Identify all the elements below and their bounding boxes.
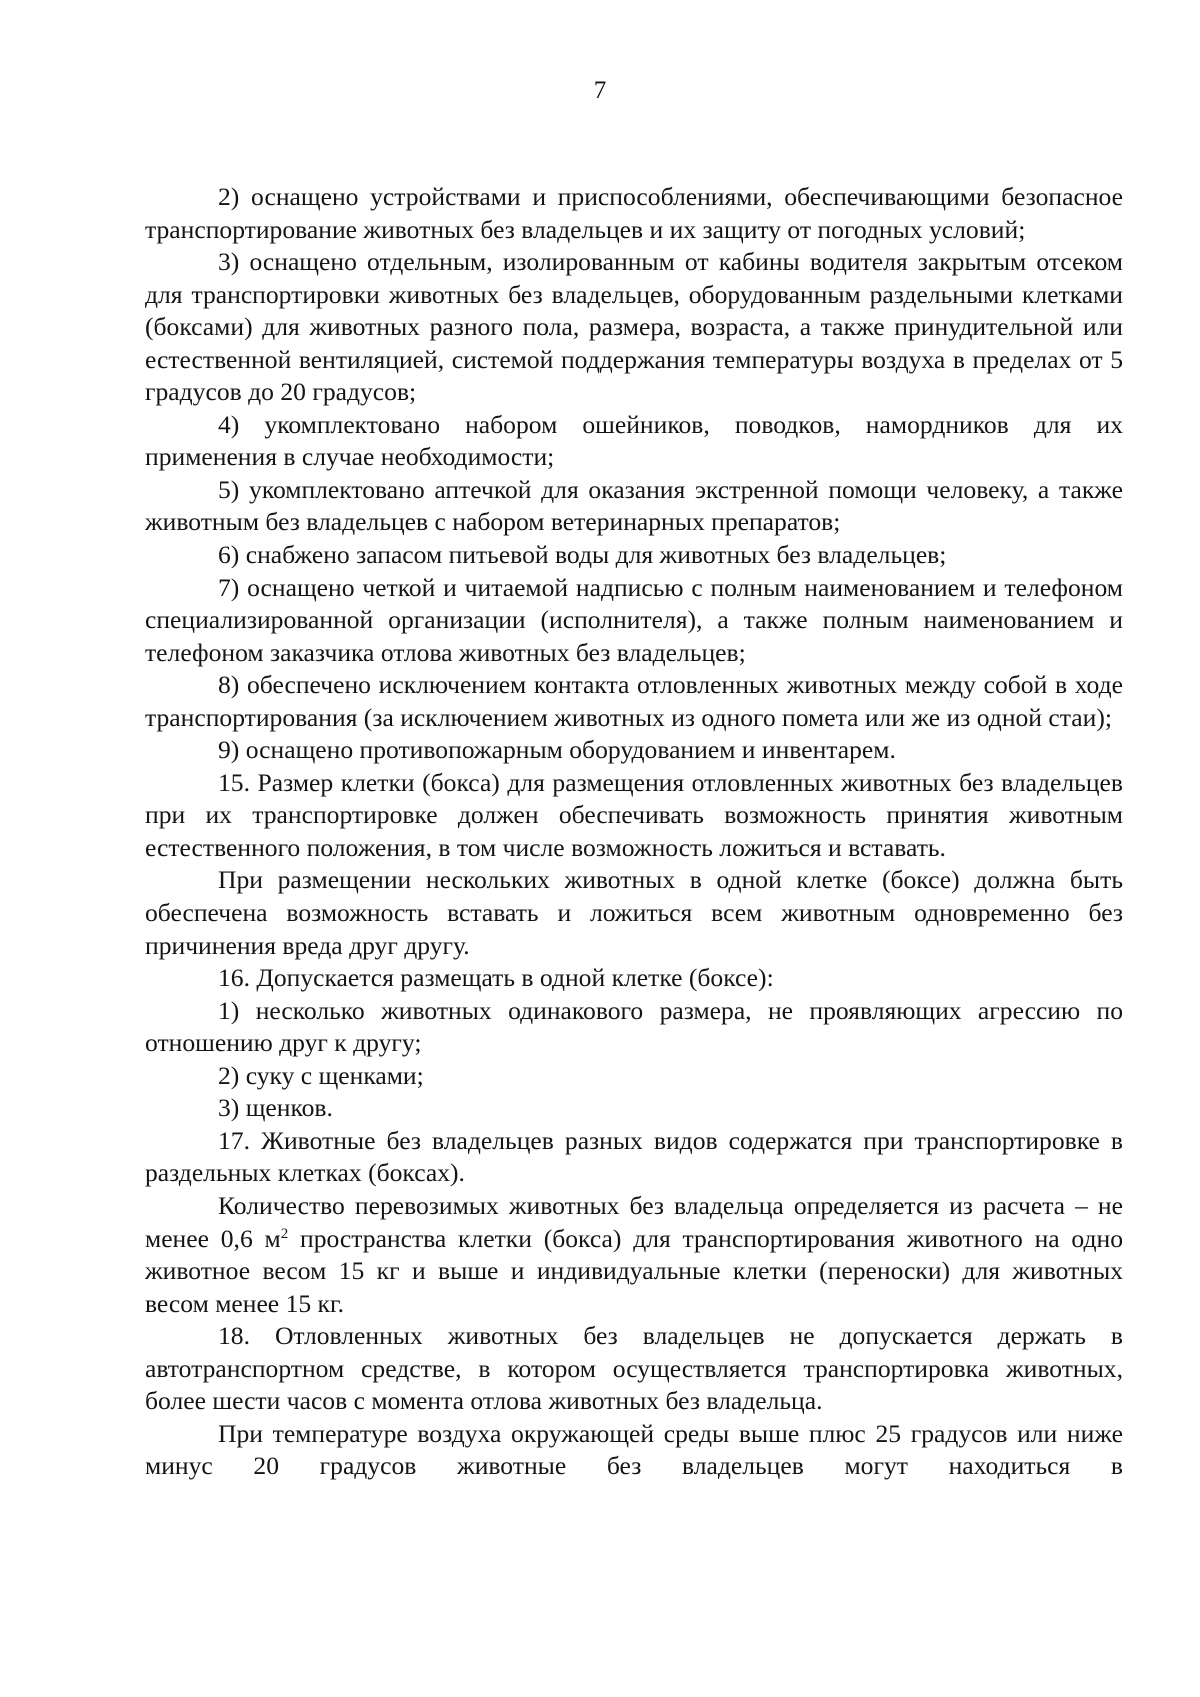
paragraph-sub-2-puppies-mother: 2) суку с щенками; <box>218 1060 424 1090</box>
paragraph-sub-3-puppies: 3) щенков. <box>218 1093 333 1123</box>
animal-count-text-after: пространства клетки (бокса) для транспортирования животного на одно животное весом 15 кг и выше и индивидуальные клетки (переноски) для животных весом менее 15 кг. <box>145 1223 1123 1318</box>
paragraph-item-2-protection: 2) оснащено устройствами и приспособлениями, обеспечивающими безопасное транспортирование животных без владельцев и их защиту от погодных условий; <box>145 182 1123 244</box>
animal-count-text-before: Количество перевозимых животных без владельца определяется из расчета – не менее 0,6 м <box>145 1190 1123 1253</box>
paragraph-sub-1-same-size: 1) несколько животных одинакового размера, не проявляющих агрессию по отношению друг к другу; <box>145 995 1123 1058</box>
document-body <box>145 181 1123 1483</box>
paragraph-item-7-inscription: 7) оснащено четкой и читаемой надписью с полным наименованием и телефоном специализированной организации (исполнителя), а также полным наименованием и телефоном заказчика отлова животных без владельцев; <box>145 572 1123 667</box>
paragraph-clause-17-separate-cages: 17. Животные без владельцев разных видов содержатся при транспортировке в раздельных клетках (боксах). <box>145 1125 1123 1188</box>
paragraph-item-9-fire-equipment: 9) оснащено противопожарным оборудованием и инвентарем. <box>218 735 896 765</box>
superscript-squared: 2 <box>280 1225 289 1242</box>
paragraph-item-3-compartment: 3) оснащено отдельным, изолированным от кабины водителя закрытым отсеком для транспортировки животных без владельцев, оборудованным раздельными клетками (боксами) для животных разного пола, размера, возраста, а также принудительной или естественной вентиляцией, системой поддержания температуры воздуха в пределах от 5 градусов до 20 градусов; <box>145 247 1123 407</box>
paragraph-item-5-first-aid: 5) укомплектовано аптечкой для оказания экстренной помощи человеку, а также животным без владельцев с набором ветеринарных препаратов; <box>145 474 1123 537</box>
paragraph-item-8-contact-exclusion: 8) обеспечено исключением контакта отловленных животных между собой в ходе транспортирования (за исключением животных из одного помета или же из одной стаи); <box>145 670 1123 732</box>
paragraph-temperature: При температуре воздуха окружающей среды выше плюс 25 градусов или ниже минус 20 градусов животные без владельцев могут находиться в <box>145 1418 1123 1481</box>
paragraph-clause-15-cage-size: 15. Размер клетки (бокса) для размещения отловленных животных без владельцев при их транспортировке должен обеспечивать возможность принятия животным естественного положения, в том числе возможность ложиться и вставать. <box>145 767 1123 862</box>
paragraph-animal-count <box>145 1190 1123 1320</box>
paragraph-clause-16: 16. Допускается размещать в одной клетке (боксе): <box>218 963 774 993</box>
paragraph-clause-18-time-limit: 18. Отловленных животных без владельцев не допускается держать в автотранспортном средстве, в котором осуществляется транспортировка животных, более шести часов с момента отлова животных без владельца. <box>145 1321 1123 1416</box>
page-number: 7 <box>593 77 607 104</box>
paragraph-item-4-equipment: 4) укомплектовано набором ошейников, поводков, намордников для их применения в случае необходимости; <box>145 409 1123 472</box>
paragraph-item-6-water: 6) снабжено запасом питьевой воды для животных без владельцев; <box>218 540 947 570</box>
paragraph-multiple-animals: При размещении нескольких животных в одной клетке (боксе) должна быть обеспечена возможность вставать и ложиться всем животным одновременно без причинения вреда друг другу. <box>145 865 1123 960</box>
